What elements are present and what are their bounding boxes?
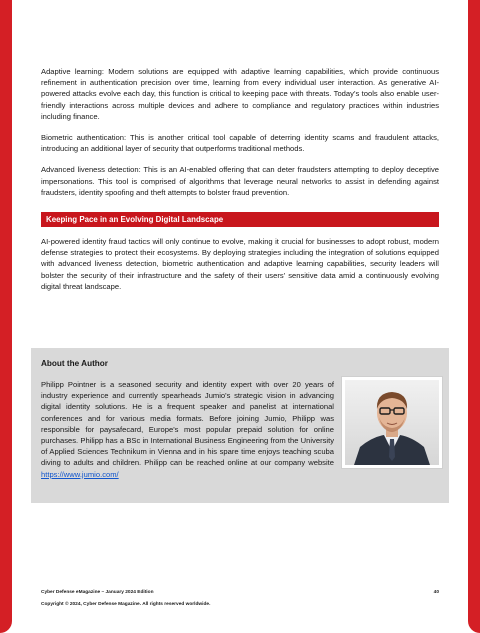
- left-red-edge: [0, 0, 12, 633]
- company-website-link[interactable]: https://www.jumio.com/: [41, 469, 119, 479]
- footer-copyright: Copyright © 2024, Cyber Defense Magazine. All rights reserved worldwide.: [41, 602, 211, 607]
- footer-edition: Cyber Defense eMagazine – January 2024 Edition: [41, 590, 154, 595]
- page-number: 40: [433, 590, 439, 595]
- paragraph-liveness-detection: Advanced liveness detection: This is an AI-enabled offering that can deter fraudsters attempting to deploy deceptive impersonations. This tool is comprised of algorithms that leverage neural networks to assist in defending against fraudsters, identity spoofing and theft attempts to bolster fraud prevention.: [41, 165, 439, 197]
- author-bio-text: Philipp Pointner is a seasoned security and identity expert with over 20 years of industry experience and currently spearheads Jumio's strategic vision in advancing digital identity solutions. He is a frequent speaker and panelist at international conferences and for various media formats. Before joining Jumio, Philipp was responsible for paysafecard, Europe's most popular prepaid solution for online purchases. Philipp has a BSc in International Business Engineering from the University of Applied Sciences Technikum in Vienna and in his spare time enjoys teaching scuba diving to adults and children. Philipp can be reached online at our company website: [41, 380, 334, 468]
- author-bio: [41, 379, 334, 480]
- article-body: [41, 66, 439, 302]
- section-heading: Keeping Pace in an Evolving Digital Landscape: [41, 212, 439, 227]
- about-author-box: [31, 348, 449, 503]
- author-portrait-image: [342, 377, 442, 468]
- right-red-edge: [468, 0, 480, 633]
- section-paragraph: AI-powered identity fraud tactics will only continue to evolve, making it crucial for businesses to adopt robust, modern defense strategies to protect their ecosystems. By deploying strategies including the integration of solutions equipped with advanced liveness detection, biometric authentication and adaptive learning capabilities, security leaders will bolster the security of their infrastructure and the safety of their users’ sensitive data amid a continuously evolving digital threat landscape.: [41, 237, 439, 291]
- paragraph-biometric-authentication: Biometric authentication: This is another critical tool capable of deterring identity scams and fraudulent attacks, introducing an additional layer of security that outperforms traditional methods.: [41, 133, 439, 154]
- footer-edition-line: [41, 590, 439, 595]
- paragraph-adaptive-learning: Adaptive learning: Modern solutions are equipped with adaptive learning capabilities, which provide continuous refinement in authentication precision over time, learning from every individual user interaction. As generative AI-powered attacks evolve each day, this function is critical to keeping pace with threats. Today’s tools also enable user-friendly interactions across multiple devices and adhere to compliance and regulatory practices within industries including finance.: [41, 67, 439, 121]
- author-photo: [341, 376, 443, 469]
- author-heading: About the Author: [41, 359, 108, 368]
